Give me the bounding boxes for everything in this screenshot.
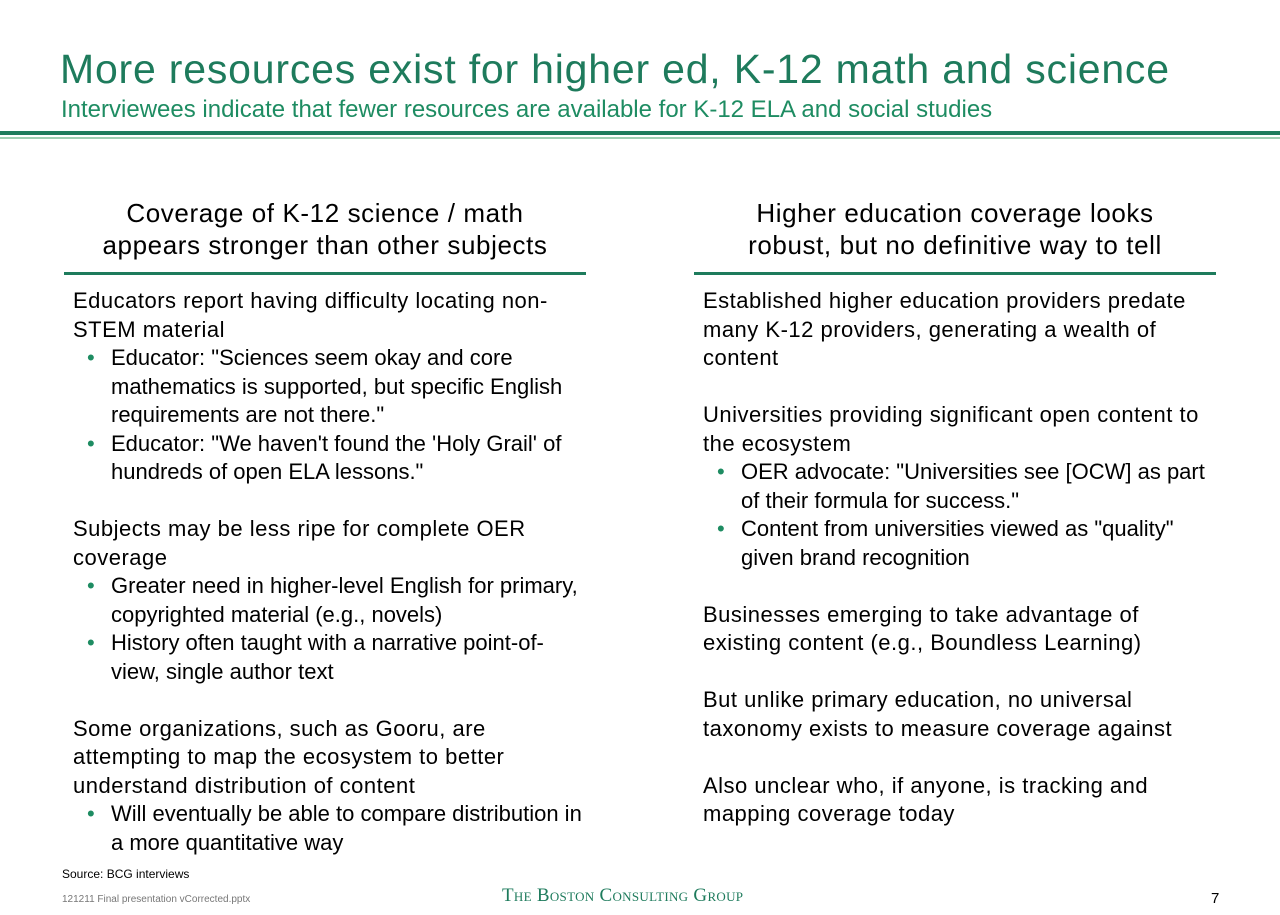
page-number: 7 (1211, 890, 1220, 907)
spacer (703, 658, 1216, 687)
bullet-text: Educator: "We haven't found the 'Holy Grail' of hundreds of open ELA lessons." (111, 430, 562, 484)
list-item (73, 430, 586, 487)
bullet-icon: • (717, 516, 725, 541)
bullet-icon: • (87, 345, 95, 370)
left-column-heading (64, 196, 586, 268)
left-column-body (64, 275, 586, 857)
bullet-text: Greater need in higher-level English for primary, copyrighted material (e.g., novels) (111, 573, 578, 627)
bullet-text: Will eventually be able to compare distribution in a more quantitative way (111, 801, 582, 855)
bullet-text: OER advocate: "Universities see [OCW] as part of their formula for success." (741, 459, 1205, 513)
spacer (703, 373, 1216, 402)
company-logo: The Boston Consulting Group (502, 885, 744, 906)
slide-subtitle: Interviewees indicate that fewer resources are available for K-12 ELA and social studies (61, 96, 993, 123)
slide-title: More resources exist for higher ed, K-12 math and science (60, 46, 1170, 92)
left-bullet-list-3 (73, 800, 586, 857)
list-item (703, 515, 1216, 572)
right-column-heading (694, 196, 1216, 268)
list-item (73, 572, 586, 629)
bullet-text: Educator: "Sciences seem okay and core mathematics is supported, but specific English requirements are not there." (111, 345, 563, 427)
footer-filename: 121211 Final presentation vCorrected.pptx (62, 894, 251, 905)
source-note: Source: BCG interviews (62, 867, 190, 881)
title-divider (0, 131, 1280, 135)
bullet-icon: • (87, 430, 95, 456)
spacer (703, 743, 1216, 772)
right-paragraph-2: Universities providing significant open content to the ecosystem (703, 402, 1199, 456)
right-heading-line-2: robust, but no definitive way to tell (748, 230, 1162, 260)
right-paragraph-5: Also unclear who, if anyone, is tracking and mapping coverage today (703, 772, 1149, 826)
left-heading-line-2: appears stronger than other subjects (102, 230, 548, 260)
right-column (694, 196, 1216, 829)
right-heading-line-1: Higher education coverage looks (756, 198, 1154, 228)
spacer (703, 572, 1216, 601)
left-paragraph-3: Some organizations, such as Gooru, are attempting to map the ecosystem to better understand distribution of content (73, 715, 505, 798)
left-heading-line-1: Coverage of K-12 science / math (126, 198, 524, 228)
list-item (73, 800, 586, 857)
left-bullet-list-1 (73, 344, 586, 487)
right-paragraph-1: Established higher education providers predate many K-12 providers, generating a wealth of content (703, 288, 1186, 370)
right-bullet-list (703, 458, 1216, 572)
bullet-icon: • (87, 801, 95, 826)
right-paragraph-3: Businesses emerging to take advantage of existing content (e.g., Boundless Learning) (703, 601, 1142, 655)
bullet-text: History often taught with a narrative point-of-view, single author text (111, 630, 544, 684)
list-item (73, 629, 586, 686)
right-paragraph-4: But unlike primary education, no universal taxonomy exists to measure coverage against (703, 687, 1173, 741)
left-bullet-list-2 (73, 572, 586, 686)
left-paragraph-2: Subjects may be less ripe for complete OER coverage (73, 516, 526, 570)
list-item (73, 344, 586, 430)
left-column (64, 196, 586, 857)
bullet-icon: • (87, 573, 95, 598)
bullet-text: Content from universities viewed as "quality" given brand recognition (741, 516, 1174, 570)
spacer (73, 487, 586, 516)
title-divider-secondary (0, 137, 1280, 139)
bullet-icon: • (717, 459, 725, 484)
list-item (703, 458, 1216, 515)
left-paragraph-1: Educators report having difficulty locating non-STEM material (73, 288, 548, 342)
right-column-body (694, 275, 1216, 829)
bullet-icon: • (87, 630, 95, 655)
spacer (73, 686, 586, 715)
